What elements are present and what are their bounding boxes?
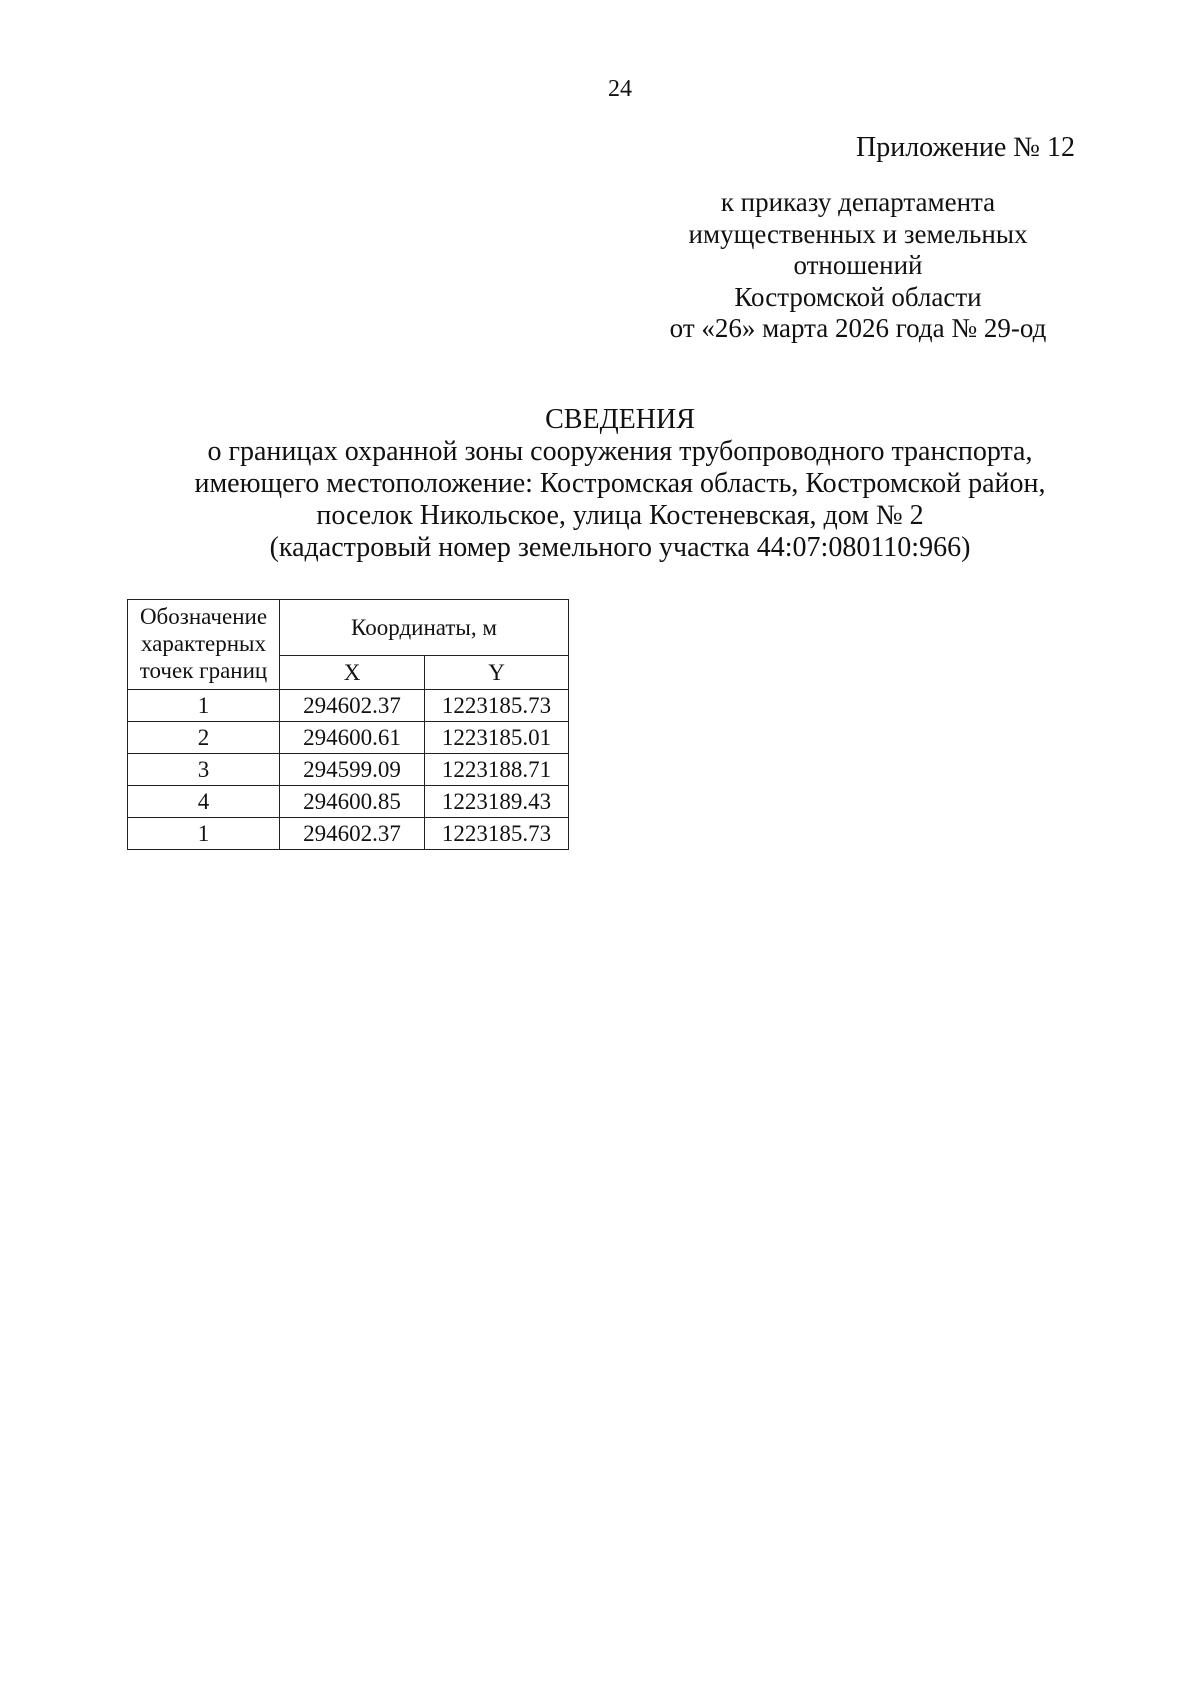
document-subtitle-line: о границах охранной зоны сооружения трубопроводного транспорта,: [207, 436, 1033, 467]
coordinates-header: Координаты, м: [280, 600, 569, 656]
point-cell: 3: [128, 754, 280, 786]
x-cell: 294599.09: [280, 754, 425, 786]
order-reference-line: Костромской области: [734, 281, 982, 312]
x-cell: 294600.85: [280, 786, 425, 818]
y-cell: 1223189.43: [425, 786, 569, 818]
x-cell: 294602.37: [280, 690, 425, 722]
document-subtitle-line: (кадастровый номер земельного участка 44:07:080110:966): [269, 532, 971, 563]
point-cell: 1: [128, 690, 280, 722]
point-cell: 2: [128, 722, 280, 754]
y-cell: 1223188.71: [425, 754, 569, 786]
x-cell: 294600.61: [280, 722, 425, 754]
x-header: X: [280, 656, 425, 690]
point-label-header: [128, 600, 280, 690]
y-cell: 1223185.73: [425, 690, 569, 722]
table-row: [128, 818, 569, 850]
table-row: [128, 754, 569, 786]
y-cell: 1223185.73: [425, 818, 569, 850]
table-row: [128, 722, 569, 754]
page-number: 24: [608, 76, 632, 102]
order-reference-line: от «26» марта 2026 года № 29-од: [669, 313, 1047, 343]
table-header-row: [128, 600, 569, 656]
order-reference-line: к приказу департамента: [720, 187, 996, 217]
order-reference: [608, 187, 1108, 345]
document-subtitle-line: имеющего местоположение: Костромская область, Костромской район,: [194, 468, 1046, 499]
point-label-header-line: характерных: [140, 631, 266, 656]
y-cell: 1223185.01: [425, 722, 569, 754]
point-label-header-line: Обозначение: [139, 604, 268, 629]
point-label-header-line: точек границ: [139, 658, 268, 683]
document-subtitle-line: поселок Никольское, улица Костеневская, дом № 2: [316, 500, 924, 531]
appendix-number: Приложение № 12: [856, 132, 1075, 163]
table-row: [128, 786, 569, 818]
order-reference-line: отношений: [793, 250, 923, 280]
point-cell: 4: [128, 786, 280, 818]
coordinates-table: [127, 599, 569, 850]
document-heading: [0, 404, 1200, 564]
x-cell: 294602.37: [280, 818, 425, 850]
table-row: [128, 690, 569, 722]
y-header: Y: [425, 656, 569, 690]
point-cell: 1: [128, 818, 280, 850]
order-reference-line: имущественных и земельных: [688, 218, 1028, 249]
document-title: СВЕДЕНИЯ: [545, 404, 695, 435]
